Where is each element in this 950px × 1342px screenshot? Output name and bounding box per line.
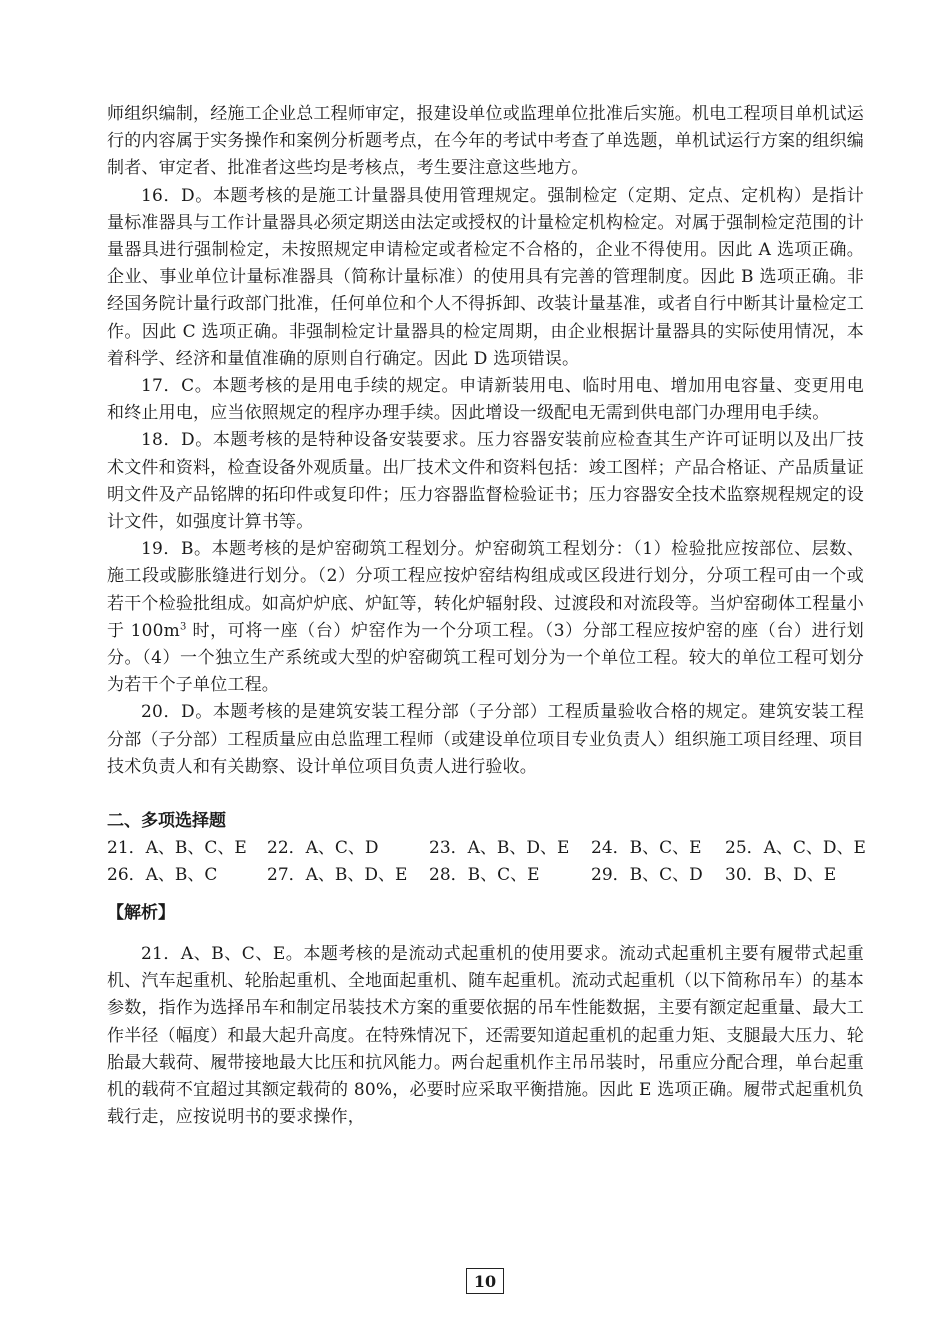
paragraph-answer-19 (107, 536, 864, 699)
answer-21: 21．A、B、C、E (107, 838, 247, 859)
paragraph-answer-20: 20．D。本题考核的是建筑安装工程分部（子分部）工程质量验收合格的规定。建筑安装工程分部（子分部）工程质量应由总监理工程师（或建设单位项目专业负责人）组织施工项目经理、项目技术负责人和有关勘察、设计单位项目负责人进行验收。 (107, 702, 864, 777)
paragraph-answer-18: 18．D。本题考核的是特种设备安装要求。压力容器安装前应检查其生产许可证明以及出厂技术文件和资料，检查设备外观质量。出厂技术文件和资料包括：竣工图样；产品合格证、产品质量证明文件及产品铭牌的拓印件或复印件；压力容器监督检验证书；压力容器安全技术监察规程规定的设计文件，如强度计算书等。 (107, 430, 864, 533)
answer-24: 24．B、C、E (591, 838, 702, 859)
paragraph-19-part2: 时，可将一座（台）炉窑作为一个分项工程。（3）分部工程应按炉窑的座（台）进行划分。（4）一个独立生产系统或大型的炉窑砌筑工程可划分为一个单位工程。较大的单位工程可划分为若干个子单位工程。 (107, 620, 865, 696)
superscript-3: 3 (179, 621, 187, 633)
answer-30: 30．B、D、E (725, 865, 837, 886)
paragraph-continued: 师组织编制，经施工企业总工程师审定，报建设单位或监理单位批准后实施。机电工程项目单机试运行的内容属于实务操作和案例分析题考点，在今年的考试中考查了单选题，单机试运行方案的组织编制者、审定者、批准者这些均是考核点，考生要注意这些地方。 (107, 104, 864, 179)
answer-row-2 (107, 862, 864, 889)
answer-28: 28．B、C、E (429, 865, 540, 886)
answer-22: 22．A、C、D (267, 838, 379, 859)
answer-row-1 (107, 835, 864, 862)
paragraph-answer-16: 16．D。本题考核的是施工计量器具使用管理规定。强制检定（定期、定点、定机构）是指计量标准器具与工作计量器具必须定期送由法定或授权的计量检定机构检定。对属于强制检定范围的计量器具进行强制检定，未按照规定申请检定或者检定不合格的，企业不得使用。因此 A 选项正确。企业、事业单位计量标准器具（简称计量标准）的使用具有完善的管理制度。因此 B 选项正确。非经国务院计量行政部门批准，任何单位和个人不得拆卸、改装计量基准，或者自行中断其计量检定工作。因此 C 选项正确。非强制检定计量器具的检定周期，由企业根据计量器具的实际使用情况，本着科学、经济和量值准确的原则自行确定。因此 D 选项错误。 (107, 185, 864, 369)
answer-26: 26．A、B、C (107, 865, 218, 886)
page-content (107, 101, 864, 1132)
answer-23: 23．A、B、D、E (429, 838, 570, 859)
analysis-heading: 【解析】 (107, 903, 175, 924)
answer-29: 29．B、C、D (591, 865, 703, 886)
paragraph-19-part1: 19．B。本题考核的是炉窑砌筑工程划分。炉窑砌筑工程划分：（1）检验批应按部位、层数、施工段或膨胀缝进行划分。（2）分项工程应按炉窑结构组成或区段进行划分，分项工程可由一个或若干个检验批组成。如高炉炉底、炉缸等，转化炉辐射段、过渡段和对流段等。当炉窑砌体工程量小于 100m (107, 539, 864, 641)
section-title-multiple-choice: 二、多项选择题 (107, 811, 226, 832)
paragraph-answer-21: 21．A、B、C、E。本题考核的是流动式起重机的使用要求。流动式起重机主要有履带式起重机、汽车起重机、轮胎起重机、全地面起重机、随车起重机。流动式起重机（以下简称吊车）的基本参数，指作为选择吊车和制定吊装技术方案的重要依据的吊车性能数据，主要有额定起重量、最大工作半径（幅度）和最大起升高度。在特殊情况下，还需要知道起重机的起重力矩、支腿最大压力、轮胎最大载荷、履带接地最大比压和抗风能力。两台起重机作主吊吊装时，吊重应分配合理，单台起重机的载荷不宜超过其额定载荷的 80%，必要时应采取平衡措施。因此 E 选项正确。履带式起重机负载行走，应按说明书的要求操作， (107, 944, 864, 1128)
answer-25: 25．A、C、D、E (725, 838, 866, 859)
answer-27: 27．A、B、D、E (267, 865, 408, 886)
paragraph-answer-17: 17．C。本题考核的是用电手续的规定。申请新装用电、临时用电、增加用电容量、变更用电和终止用电，应当依照规定的程序办理手续。因此增设一级配电无需到供电部门办理用电手续。 (107, 376, 864, 424)
page-number: 10 (466, 1268, 504, 1294)
